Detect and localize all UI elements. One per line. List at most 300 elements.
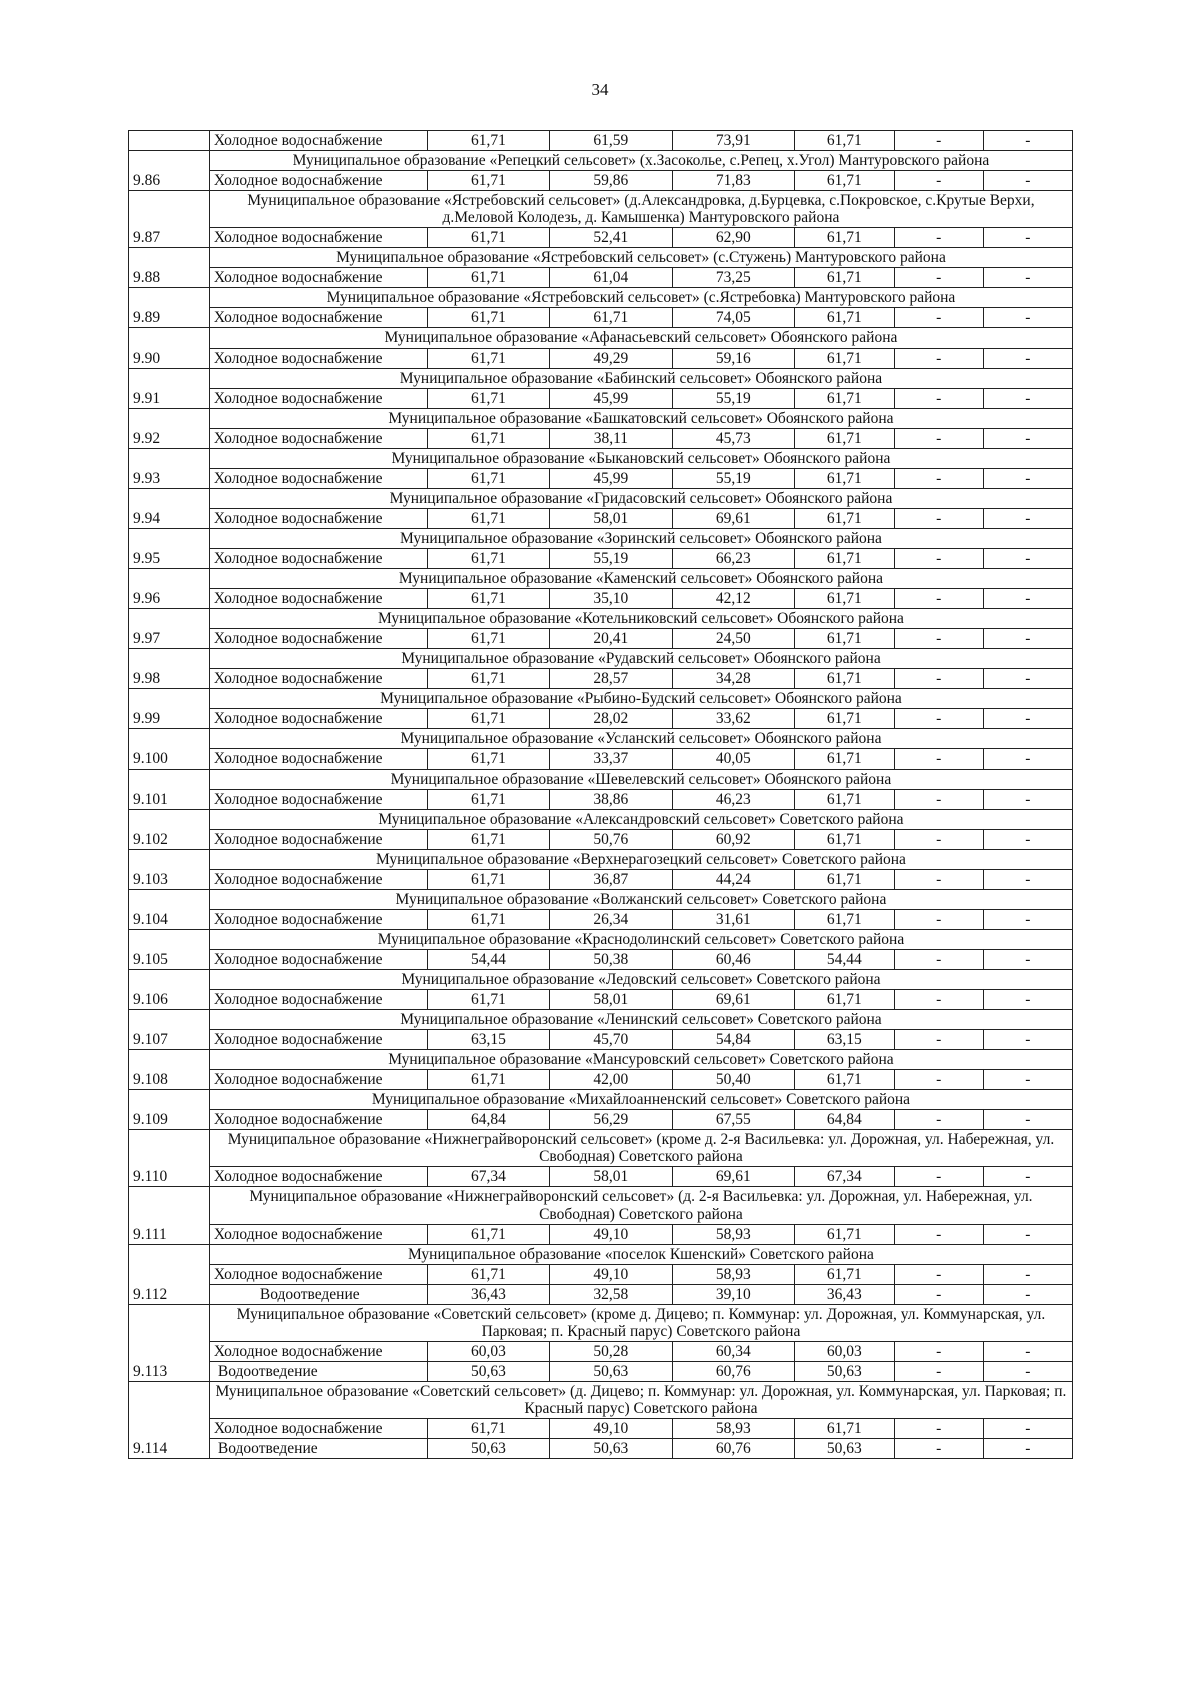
section-header-row <box>129 1244 1073 1264</box>
section-number: 9.91 <box>129 368 210 408</box>
tariff-value-v4: 61,71 <box>794 171 894 191</box>
tariff-value-v3: 69,61 <box>672 1167 794 1187</box>
tariff-value-v2: 45,70 <box>550 1030 672 1050</box>
service-name: Холодное водоснабжение <box>209 1224 427 1244</box>
tariff-value-v1: 64,84 <box>427 1110 549 1130</box>
tariff-value-v5: - <box>894 1284 983 1304</box>
tariff-value-v2: 61,59 <box>550 131 672 151</box>
tariff-value-v6: - <box>983 1439 1072 1459</box>
tariff-value-v4: 61,71 <box>794 589 894 609</box>
tariff-value-v1: 61,71 <box>427 428 549 448</box>
tariff-value-v2: 49,10 <box>550 1264 672 1284</box>
section-title: Муниципальное образование «Александровский сельсовет» Советского района <box>209 809 1072 829</box>
tariff-value-v6: - <box>983 749 1072 769</box>
service-name: Холодное водоснабжение <box>209 789 427 809</box>
tariff-value-v5: - <box>894 1167 983 1187</box>
tariff-value-v6: - <box>983 669 1072 689</box>
section-number: 9.94 <box>129 488 210 528</box>
tariff-value-v4: 61,71 <box>794 629 894 649</box>
tariff-row <box>129 171 1073 191</box>
section-title: Муниципальное образование «поселок Кшенский» Советского района <box>209 1244 1072 1264</box>
tariff-value-v5: - <box>894 131 983 151</box>
service-name: Холодное водоснабжение <box>209 428 427 448</box>
tariff-row <box>129 1439 1073 1459</box>
service-name: Холодное водоснабжение <box>209 268 427 288</box>
section-number: 9.99 <box>129 689 210 729</box>
section-title: Муниципальное образование «Усланский сельсовет» Обоянского района <box>209 729 1072 749</box>
tariff-value-v1: 50,63 <box>427 1361 549 1381</box>
tariff-value-v3: 60,34 <box>672 1341 794 1361</box>
section-header-row <box>129 488 1073 508</box>
tariff-row <box>129 1167 1073 1187</box>
section-title: Муниципальное образование «Михайлоанненский сельсовет» Советского района <box>209 1090 1072 1110</box>
section-header-row <box>129 569 1073 589</box>
tariff-value-v5: - <box>894 709 983 729</box>
tariff-value-v4: 61,71 <box>794 308 894 328</box>
tariff-row <box>129 508 1073 528</box>
section-title: Муниципальное образование «Быкановский сельсовет» Обоянского района <box>209 448 1072 468</box>
tariff-value-v2: 61,04 <box>550 268 672 288</box>
tariff-table-body <box>129 131 1073 1459</box>
tariff-value-v5: - <box>894 1361 983 1381</box>
section-header-row <box>129 929 1073 949</box>
tariff-value-v1: 61,71 <box>427 548 549 568</box>
section-number: 9.89 <box>129 288 210 328</box>
tariff-value-v6: - <box>983 1167 1072 1187</box>
section-number: 9.104 <box>129 889 210 929</box>
tariff-value-v5: - <box>894 789 983 809</box>
tariff-value-v2: 28,57 <box>550 669 672 689</box>
tariff-value-v1: 61,71 <box>427 131 549 151</box>
tariff-value-v2: 49,10 <box>550 1224 672 1244</box>
tariff-value-v3: 59,16 <box>672 348 794 368</box>
tariff-value-v1: 61,71 <box>427 508 549 528</box>
tariff-value-v3: 50,40 <box>672 1070 794 1090</box>
tariff-value-v3: 55,19 <box>672 468 794 488</box>
section-number: 9.103 <box>129 849 210 889</box>
tariff-row <box>129 869 1073 889</box>
tariff-row <box>129 1030 1073 1050</box>
tariff-value-v6: - <box>983 829 1072 849</box>
tariff-value-v5: - <box>894 508 983 528</box>
service-name: Холодное водоснабжение <box>209 131 427 151</box>
section-number: 9.95 <box>129 528 210 568</box>
section-header-row <box>129 151 1073 171</box>
tariff-value-v1: 61,71 <box>427 669 549 689</box>
tariff-row <box>129 1361 1073 1381</box>
tariff-value-v4: 61,71 <box>794 990 894 1010</box>
tariff-value-v4: 61,71 <box>794 228 894 248</box>
tariff-row <box>129 1264 1073 1284</box>
tariff-value-v3: 55,19 <box>672 388 794 408</box>
tariff-value-v4: 54,44 <box>794 949 894 969</box>
tariff-value-v5: - <box>894 428 983 448</box>
tariff-value-v2: 26,34 <box>550 909 672 929</box>
tariff-value-v1: 61,71 <box>427 1224 549 1244</box>
tariff-value-v4: 61,71 <box>794 829 894 849</box>
service-name: Холодное водоснабжение <box>209 548 427 568</box>
tariff-value-v1: 61,71 <box>427 589 549 609</box>
tariff-value-v6: - <box>983 508 1072 528</box>
tariff-value-v4: 67,34 <box>794 1167 894 1187</box>
tariff-value-v6: - <box>983 308 1072 328</box>
section-title: Муниципальное образование «Ястребовский сельсовет» (д.Александровка, д.Бурцевка, с.Покровское, с.Крутые Верхи, д.Меловой Колодезь, д. Камышенка) Мантуровского района <box>209 191 1072 228</box>
tariff-value-v5: - <box>894 1341 983 1361</box>
tariff-value-v6: - <box>983 348 1072 368</box>
section-header-row <box>129 969 1073 989</box>
tariff-value-v4: 61,71 <box>794 1224 894 1244</box>
tariff-value-v5: - <box>894 1110 983 1130</box>
tariff-value-v5: - <box>894 228 983 248</box>
tariff-value-v1: 61,71 <box>427 909 549 929</box>
tariff-value-v2: 36,87 <box>550 869 672 889</box>
tariff-value-v6: - <box>983 1361 1072 1381</box>
tariff-value-v3: 69,61 <box>672 990 794 1010</box>
tariff-value-v2: 50,76 <box>550 829 672 849</box>
tariff-value-v2: 42,00 <box>550 1070 672 1090</box>
service-name: Холодное водоснабжение <box>209 990 427 1010</box>
tariff-value-v1: 61,71 <box>427 990 549 1010</box>
tariff-value-v1: 61,71 <box>427 308 549 328</box>
section-title: Муниципальное образование «Котельниковский сельсовет» Обоянского района <box>209 609 1072 629</box>
service-name: Холодное водоснабжение <box>209 171 427 191</box>
section-number: 9.92 <box>129 408 210 448</box>
tariff-row <box>129 131 1073 151</box>
tariff-value-v3: 44,24 <box>672 869 794 889</box>
tariff-value-v3: 24,50 <box>672 629 794 649</box>
tariff-value-v3: 46,23 <box>672 789 794 809</box>
tariff-value-v2: 49,29 <box>550 348 672 368</box>
tariff-value-v3: 60,46 <box>672 949 794 969</box>
section-number: 9.107 <box>129 1010 210 1050</box>
tariff-value-v4: 63,15 <box>794 1030 894 1050</box>
section-number: 9.114 <box>129 1381 210 1458</box>
tariff-value-v5: - <box>894 1030 983 1050</box>
service-name: Холодное водоснабжение <box>209 829 427 849</box>
tariff-value-v1: 67,34 <box>427 1167 549 1187</box>
tariff-value-v4: 61,71 <box>794 909 894 929</box>
tariff-row <box>129 1284 1073 1304</box>
service-name: Холодное водоснабжение <box>209 1167 427 1187</box>
tariff-row <box>129 388 1073 408</box>
section-number: 9.106 <box>129 969 210 1009</box>
tariff-row <box>129 669 1073 689</box>
section-title: Муниципальное образование «Башкатовский сельсовет» Обоянского района <box>209 408 1072 428</box>
tariff-value-v2: 49,10 <box>550 1419 672 1439</box>
tariff-value-v3: 58,93 <box>672 1264 794 1284</box>
section-number: 9.93 <box>129 448 210 488</box>
section-title: Муниципальное образование «Ястребовский сельсовет» (с.Стужень) Мантуровского района <box>209 248 1072 268</box>
tariff-value-v2: 61,71 <box>550 308 672 328</box>
section-header-row <box>129 448 1073 468</box>
section-number: 9.111 <box>129 1187 210 1244</box>
service-name: Холодное водоснабжение <box>209 949 427 969</box>
tariff-value-v4: 61,71 <box>794 869 894 889</box>
tariff-value-v2: 38,86 <box>550 789 672 809</box>
tariff-row <box>129 268 1073 288</box>
tariff-value-v1: 61,71 <box>427 468 549 488</box>
tariff-value-v4: 61,71 <box>794 548 894 568</box>
tariff-value-v6: - <box>983 949 1072 969</box>
tariff-value-v6: - <box>983 468 1072 488</box>
tariff-value-v4: 61,71 <box>794 388 894 408</box>
tariff-value-v2: 45,99 <box>550 468 672 488</box>
tariff-row <box>129 589 1073 609</box>
service-name: Холодное водоснабжение <box>209 1341 427 1361</box>
tariff-row <box>129 548 1073 568</box>
service-name: Холодное водоснабжение <box>209 348 427 368</box>
section-number: 9.109 <box>129 1090 210 1130</box>
tariff-value-v6: - <box>983 1284 1072 1304</box>
section-header-row <box>129 1304 1073 1341</box>
tariff-value-v3: 60,76 <box>672 1361 794 1381</box>
tariff-value-v2: 56,29 <box>550 1110 672 1130</box>
service-name: Холодное водоснабжение <box>209 1030 427 1050</box>
tariff-value-v5: - <box>894 909 983 929</box>
service-name: Водоотведение <box>209 1361 427 1381</box>
service-name: Водоотведение <box>209 1284 427 1304</box>
tariff-value-v2: 58,01 <box>550 990 672 1010</box>
tariff-value-v6: - <box>983 228 1072 248</box>
tariff-value-v5: - <box>894 268 983 288</box>
section-number: 9.108 <box>129 1050 210 1090</box>
tariff-value-v1: 61,71 <box>427 629 549 649</box>
tariff-row <box>129 228 1073 248</box>
tariff-value-v1: 61,71 <box>427 348 549 368</box>
tariff-value-v5: - <box>894 949 983 969</box>
page-number: 34 <box>591 80 609 99</box>
service-name: Холодное водоснабжение <box>209 749 427 769</box>
tariff-value-v3: 73,25 <box>672 268 794 288</box>
tariff-value-v3: 58,93 <box>672 1224 794 1244</box>
tariff-value-v5: - <box>894 749 983 769</box>
tariff-value-v4: 61,71 <box>794 348 894 368</box>
tariff-row <box>129 428 1073 448</box>
tariff-value-v4: 61,71 <box>794 669 894 689</box>
tariff-value-v1: 36,43 <box>427 1284 549 1304</box>
tariff-row <box>129 629 1073 649</box>
tariff-value-v5: - <box>894 1264 983 1284</box>
tariff-value-v5: - <box>894 1070 983 1090</box>
section-header-row <box>129 1381 1073 1418</box>
tariff-value-v6: - <box>983 1341 1072 1361</box>
tariff-value-v5: - <box>894 388 983 408</box>
tariff-value-v3: 40,05 <box>672 749 794 769</box>
tariff-value-v2: 58,01 <box>550 1167 672 1187</box>
tariff-value-v2: 58,01 <box>550 508 672 528</box>
tariff-value-v5: - <box>894 348 983 368</box>
section-title: Муниципальное образование «Шевелевский сельсовет» Обоянского района <box>209 769 1072 789</box>
tariff-value-v5: - <box>894 869 983 889</box>
tariff-value-v4: 61,71 <box>794 749 894 769</box>
tariff-value-v1: 61,71 <box>427 869 549 889</box>
tariff-value-v1: 61,71 <box>427 709 549 729</box>
section-number: 9.112 <box>129 1244 210 1304</box>
tariff-value-v4: 60,03 <box>794 1341 894 1361</box>
tariff-value-v4: 61,71 <box>794 131 894 151</box>
tariff-value-v4: 36,43 <box>794 1284 894 1304</box>
tariff-value-v6: - <box>983 131 1072 151</box>
tariff-row <box>129 909 1073 929</box>
section-header-row <box>129 729 1073 749</box>
tariff-value-v4: 61,71 <box>794 1419 894 1439</box>
tariff-value-v1: 61,71 <box>427 228 549 248</box>
tariff-value-v1: 63,15 <box>427 1030 549 1050</box>
service-name: Холодное водоснабжение <box>209 1419 427 1439</box>
service-name: Холодное водоснабжение <box>209 1070 427 1090</box>
tariff-value-v6: - <box>983 548 1072 568</box>
section-number: 9.100 <box>129 729 210 769</box>
tariff-value-v3: 69,61 <box>672 508 794 528</box>
section-header-row <box>129 248 1073 268</box>
section-header-row <box>129 809 1073 829</box>
tariff-value-v2: 20,41 <box>550 629 672 649</box>
section-number: 9.90 <box>129 328 210 368</box>
tariff-value-v3: 58,93 <box>672 1419 794 1439</box>
service-name: Холодное водоснабжение <box>209 669 427 689</box>
tariff-value-v1: 61,71 <box>427 268 549 288</box>
tariff-value-v5: - <box>894 589 983 609</box>
service-name: Холодное водоснабжение <box>209 308 427 328</box>
tariff-value-v4: 50,63 <box>794 1361 894 1381</box>
tariff-value-v1: 50,63 <box>427 1439 549 1459</box>
service-name: Холодное водоснабжение <box>209 869 427 889</box>
tariff-value-v2: 28,02 <box>550 709 672 729</box>
tariff-value-v2: 50,38 <box>550 949 672 969</box>
tariff-value-v6: - <box>983 268 1072 288</box>
tariff-row <box>129 749 1073 769</box>
tariff-value-v6: - <box>983 1224 1072 1244</box>
section-number: 9.97 <box>129 609 210 649</box>
tariff-value-v2: 33,37 <box>550 749 672 769</box>
tariff-value-v3: 67,55 <box>672 1110 794 1130</box>
tariff-value-v1: 61,71 <box>427 1264 549 1284</box>
tariff-value-v6: - <box>983 1070 1072 1090</box>
section-number: 9.110 <box>129 1130 210 1187</box>
section-title: Муниципальное образование «Репецкий сельсовет» (х.Засоколье, с.Репец, х.Угол) Мантуровского района <box>209 151 1072 171</box>
tariff-value-v6: - <box>983 1030 1072 1050</box>
tariff-value-v4: 61,71 <box>794 508 894 528</box>
tariff-value-v6: - <box>983 629 1072 649</box>
tariff-value-v6: - <box>983 909 1072 929</box>
tariff-value-v3: 34,28 <box>672 669 794 689</box>
tariff-value-v3: 73,91 <box>672 131 794 151</box>
tariff-value-v3: 62,90 <box>672 228 794 248</box>
section-title: Муниципальное образование «Краснодолинский сельсовет» Советского района <box>209 929 1072 949</box>
tariff-value-v3: 45,73 <box>672 428 794 448</box>
tariff-row <box>129 1110 1073 1130</box>
tariff-value-v6: - <box>983 589 1072 609</box>
section-header-row <box>129 769 1073 789</box>
tariff-row <box>129 468 1073 488</box>
section-title: Муниципальное образование «Советский сельсовет» (д. Дицево; п. Коммунар: ул. Дорожная, ул. Коммунарская, ул. Парковая; п. Красный парус) Советского района <box>209 1381 1072 1418</box>
service-name: Холодное водоснабжение <box>209 468 427 488</box>
tariff-value-v4: 61,71 <box>794 789 894 809</box>
tariff-value-v5: - <box>894 468 983 488</box>
tariff-value-v1: 61,71 <box>427 789 549 809</box>
section-title: Муниципальное образование «Ледовский сельсовет» Советского района <box>209 969 1072 989</box>
tariff-value-v6: - <box>983 990 1072 1010</box>
tariff-value-v1: 61,71 <box>427 1419 549 1439</box>
tariff-value-v1: 61,71 <box>427 388 549 408</box>
section-header-row <box>129 1050 1073 1070</box>
section-header-row <box>129 689 1073 709</box>
service-name: Холодное водоснабжение <box>209 709 427 729</box>
tariff-value-v2: 38,11 <box>550 428 672 448</box>
tariff-value-v6: - <box>983 388 1072 408</box>
service-name: Холодное водоснабжение <box>209 629 427 649</box>
section-title: Муниципальное образование «Ястребовский сельсовет» (с.Ястребовка) Мантуровского района <box>209 288 1072 308</box>
tariff-value-v5: - <box>894 548 983 568</box>
service-name: Холодное водоснабжение <box>209 1110 427 1130</box>
tariff-value-v3: 33,62 <box>672 709 794 729</box>
tariff-value-v5: - <box>894 990 983 1010</box>
section-header-row <box>129 1130 1073 1167</box>
section-title: Муниципальное образование «Нижнеграйворонский сельсовет» (кроме д. 2-я Васильевка: ул. Дорожная, ул. Набережная, ул. Свободная) Советского района <box>209 1130 1072 1167</box>
section-header-row <box>129 1187 1073 1224</box>
tariff-value-v6: - <box>983 428 1072 448</box>
tariff-value-v6: - <box>983 709 1072 729</box>
section-title: Муниципальное образование «Нижнеграйворонский сельсовет» (д. 2-я Васильевка: ул. Дорожная, ул. Набережная, ул. Свободная) Советского района <box>209 1187 1072 1224</box>
tariff-value-v2: 50,63 <box>550 1361 672 1381</box>
tariff-value-v6: - <box>983 171 1072 191</box>
tariff-row <box>129 990 1073 1010</box>
section-number: 9.86 <box>129 151 210 191</box>
section-number: 9.101 <box>129 769 210 809</box>
section-title: Муниципальное образование «Рыбино-Будский сельсовет» Обоянского района <box>209 689 1072 709</box>
section-header-row <box>129 649 1073 669</box>
section-number <box>129 131 210 151</box>
tariff-row <box>129 829 1073 849</box>
tariff-value-v4: 61,71 <box>794 1264 894 1284</box>
tariff-value-v4: 64,84 <box>794 1110 894 1130</box>
tariff-value-v3: 31,61 <box>672 909 794 929</box>
tariff-value-v5: - <box>894 171 983 191</box>
section-header-row <box>129 288 1073 308</box>
tariff-value-v5: - <box>894 1224 983 1244</box>
tariff-value-v5: - <box>894 829 983 849</box>
tariff-table <box>128 130 1073 1459</box>
tariff-value-v1: 54,44 <box>427 949 549 969</box>
tariff-row <box>129 789 1073 809</box>
section-header-row <box>129 368 1073 388</box>
tariff-value-v2: 50,28 <box>550 1341 672 1361</box>
tariff-value-v2: 35,10 <box>550 589 672 609</box>
tariff-value-v2: 59,86 <box>550 171 672 191</box>
section-title: Муниципальное образование «Мансуровский сельсовет» Советского района <box>209 1050 1072 1070</box>
tariff-row <box>129 709 1073 729</box>
tariff-value-v2: 55,19 <box>550 548 672 568</box>
tariff-value-v2: 45,99 <box>550 388 672 408</box>
tariff-row <box>129 1419 1073 1439</box>
tariff-value-v4: 50,63 <box>794 1439 894 1459</box>
section-number: 9.87 <box>129 191 210 248</box>
section-title: Муниципальное образование «Рудавский сельсовет» Обоянского района <box>209 649 1072 669</box>
section-title: Муниципальное образование «Афанасьевский сельсовет» Обоянского района <box>209 328 1072 348</box>
tariff-value-v2: 50,63 <box>550 1439 672 1459</box>
tariff-value-v3: 39,10 <box>672 1284 794 1304</box>
tariff-value-v4: 61,71 <box>794 1070 894 1090</box>
section-title: Муниципальное образование «Ленинский сельсовет» Советского района <box>209 1010 1072 1030</box>
tariff-value-v3: 74,05 <box>672 308 794 328</box>
tariff-value-v1: 61,71 <box>427 171 549 191</box>
tariff-value-v3: 54,84 <box>672 1030 794 1050</box>
section-title: Муниципальное образование «Советский сельсовет» (кроме д. Дицево; п. Коммунар: ул. Дорожная, ул. Коммунарская, ул. Парковая; п. Красный парус) Советского района <box>209 1304 1072 1341</box>
tariff-row <box>129 1341 1073 1361</box>
tariff-value-v1: 61,71 <box>427 829 549 849</box>
section-header-row <box>129 528 1073 548</box>
section-number: 9.113 <box>129 1304 210 1381</box>
